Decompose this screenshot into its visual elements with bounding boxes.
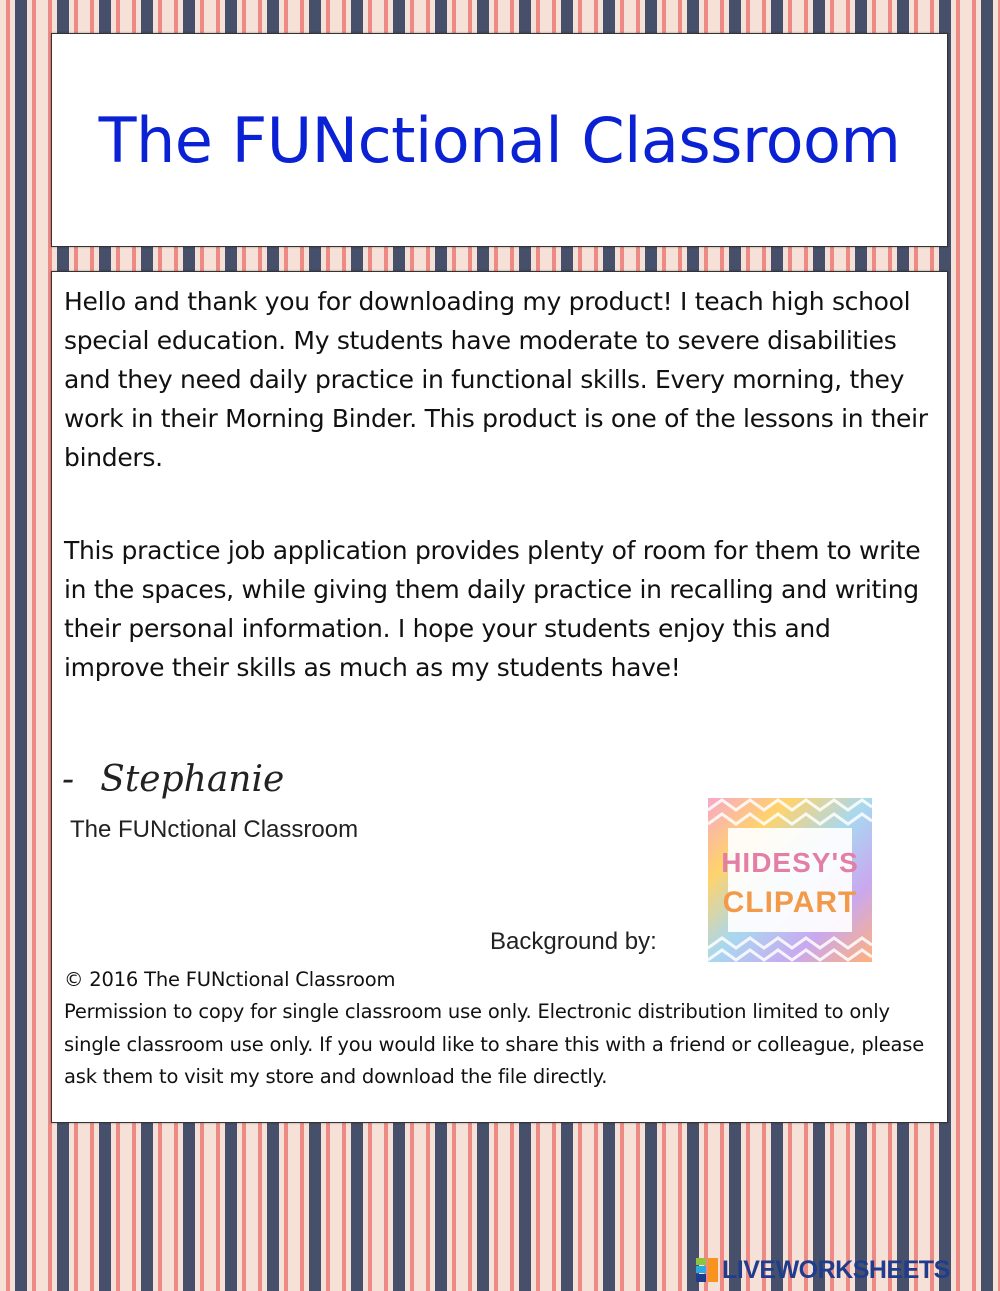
letter-panel <box>51 271 948 1123</box>
signature-dash: - <box>62 759 75 800</box>
page-title: The FUNctional Classroom <box>98 103 901 177</box>
logo-line-1: HIDESY'S <box>721 847 859 878</box>
logo-line-2: CLIPART <box>722 886 858 919</box>
hidesys-clipart-logo <box>708 798 872 962</box>
copyright-notice: © 2016 The FUNctional Classroom <box>64 968 396 991</box>
title-panel <box>51 33 948 247</box>
watermark-text: LIVEWORKSHEETS <box>722 1255 950 1284</box>
signature-organization: The FUNctional Classroom <box>70 816 359 843</box>
permission-notice: Permission to copy for single classroom use only. Electronic distribution limited to only single classroom use only. If you would like to share this with a friend or colleague, please ask them to visit my store and download the file directly. <box>64 1000 925 1088</box>
liveworksheets-logo-icon <box>696 1258 718 1282</box>
signature <box>62 759 284 800</box>
product-paragraph: This practice job application provides plenty of room for them to write in the spaces, while giving them daily practice in recalling and writing their personal information. I hope your students enjoy this and improve their skills as much as my students have! <box>64 536 921 682</box>
background-credit: Background by: <box>490 928 657 955</box>
intro-paragraph: Hello and thank you for downloading my product! I teach high school special education. My students have moderate to severe disabilities and they need daily practice in functional skills. Every morning, they work in their Morning Binder. This product is one of the lessons in their binders. <box>64 287 928 472</box>
signature-name: Stephanie <box>100 759 285 800</box>
liveworksheets-watermark <box>696 1255 950 1285</box>
